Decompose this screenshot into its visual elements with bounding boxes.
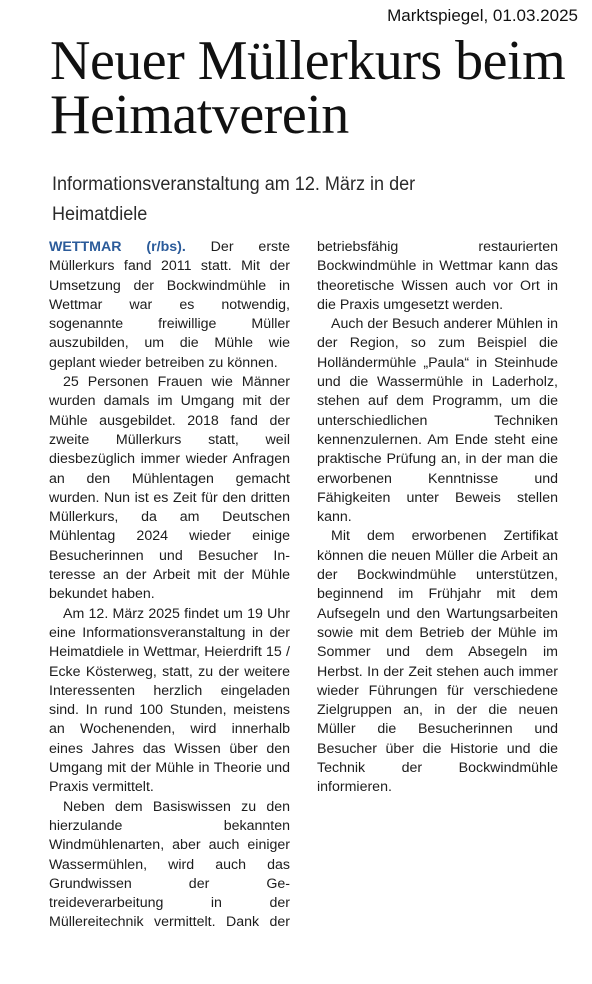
dateline: WETTMAR (r/bs). — [49, 239, 186, 255]
paragraph-text: Der erste Müllerkurs fand 2011 statt. Mit der Umsetzung der Bockwindmühle in Wettmar war es notwendig, sogenannte freiwillige Müller auszubilden, um die Mühle wie geplant wieder betreiben zu können. — [49, 239, 290, 371]
column-left — [49, 238, 290, 933]
article-body — [49, 238, 559, 933]
headline: Neuer Müllerkurs beim Heimatverein — [50, 30, 566, 146]
paragraph: Am 12. März 2025 findet um 19 Uhr eine Informationsveranstaltung in der Heimatdiele in Wettmar, Heierdrift 15 / Ecke Kösterweg, statt, zu der weitere Interessenten herzlich eingeladen sind. In rund 100 Stunden, meistens an Wochenenden, wird innerhalb eines Jahres das Wissen über den Umgang mit der Mühle in Theorie und Praxis vermittelt. — [49, 605, 290, 796]
paragraph: Mit dem erworbenen Zertifikat können die neuen Müller die Arbeit an der Bockwindmühle unterstützen, beginnend im Frühjahr mit dem Aufsegeln und den Wartungsarbeiten sowie mit dem Betrieb der Mühle im Sommer und dem Absegeln im Herbst. In der Zeit stehen auch immer wieder Führungen für verschiedene Zielgruppen an, in der die neuen Müller die Besucherinnen und Besucher über die Historie und die Technik der Bockwindmühle informieren. — [317, 528, 558, 796]
source-line: Marktspiegel, 01.03.2025 — [387, 6, 578, 25]
paragraph: 25 Personen Frauen wie Männer wurden damals im Umgang mit der Mühle ausgebildet. 2018 fand der zweite Müllerkurs statt, weil diesbezüglich immer wieder Anfragen an den Mühlentagen gemacht wurden. Nun ist es Zeit für den dritten Müllerkurs, da am Deutschen Mühlentag 2024 wieder einige Besucherinnen und Besucher Interesse an der Arbeit mit der Mühle bekundet haben. — [49, 374, 290, 603]
paragraph: Neben dem Basiswissen zu den hierzulande bekannten Windmühlenarten, aber auch einiger Wassermühlen, wird auch das Grundwissen der Getreideverarbeitung in der Müllereitechnik vermittelt. Dank der — [49, 798, 290, 931]
paragraph: Auch der Besuch anderer Mühlen in der Region, so zum Beispiel die Holländermühle „Paula“ in Steinhude und die Wassermühle in Laderholz, stehen auf dem Programm, um die unterschiedlichen Techniken kennenzulernen. Am Ende steht eine praktische Prüfung an, in der man die erworbenen Kenntnisse und Fähigkeiten unter Beweis stellen kann. — [317, 316, 558, 526]
paragraph-continued: betriebsfähig restaurierten Bockwindmühle in Wettmar kann das theoretische Wissen auch vor Ort in die Praxis umgesetzt werden. — [317, 239, 558, 313]
column-right — [317, 238, 558, 933]
subheadline: Informationsveranstaltung am 12. März in der Heimatdiele — [52, 174, 416, 225]
paragraph — [49, 238, 290, 373]
